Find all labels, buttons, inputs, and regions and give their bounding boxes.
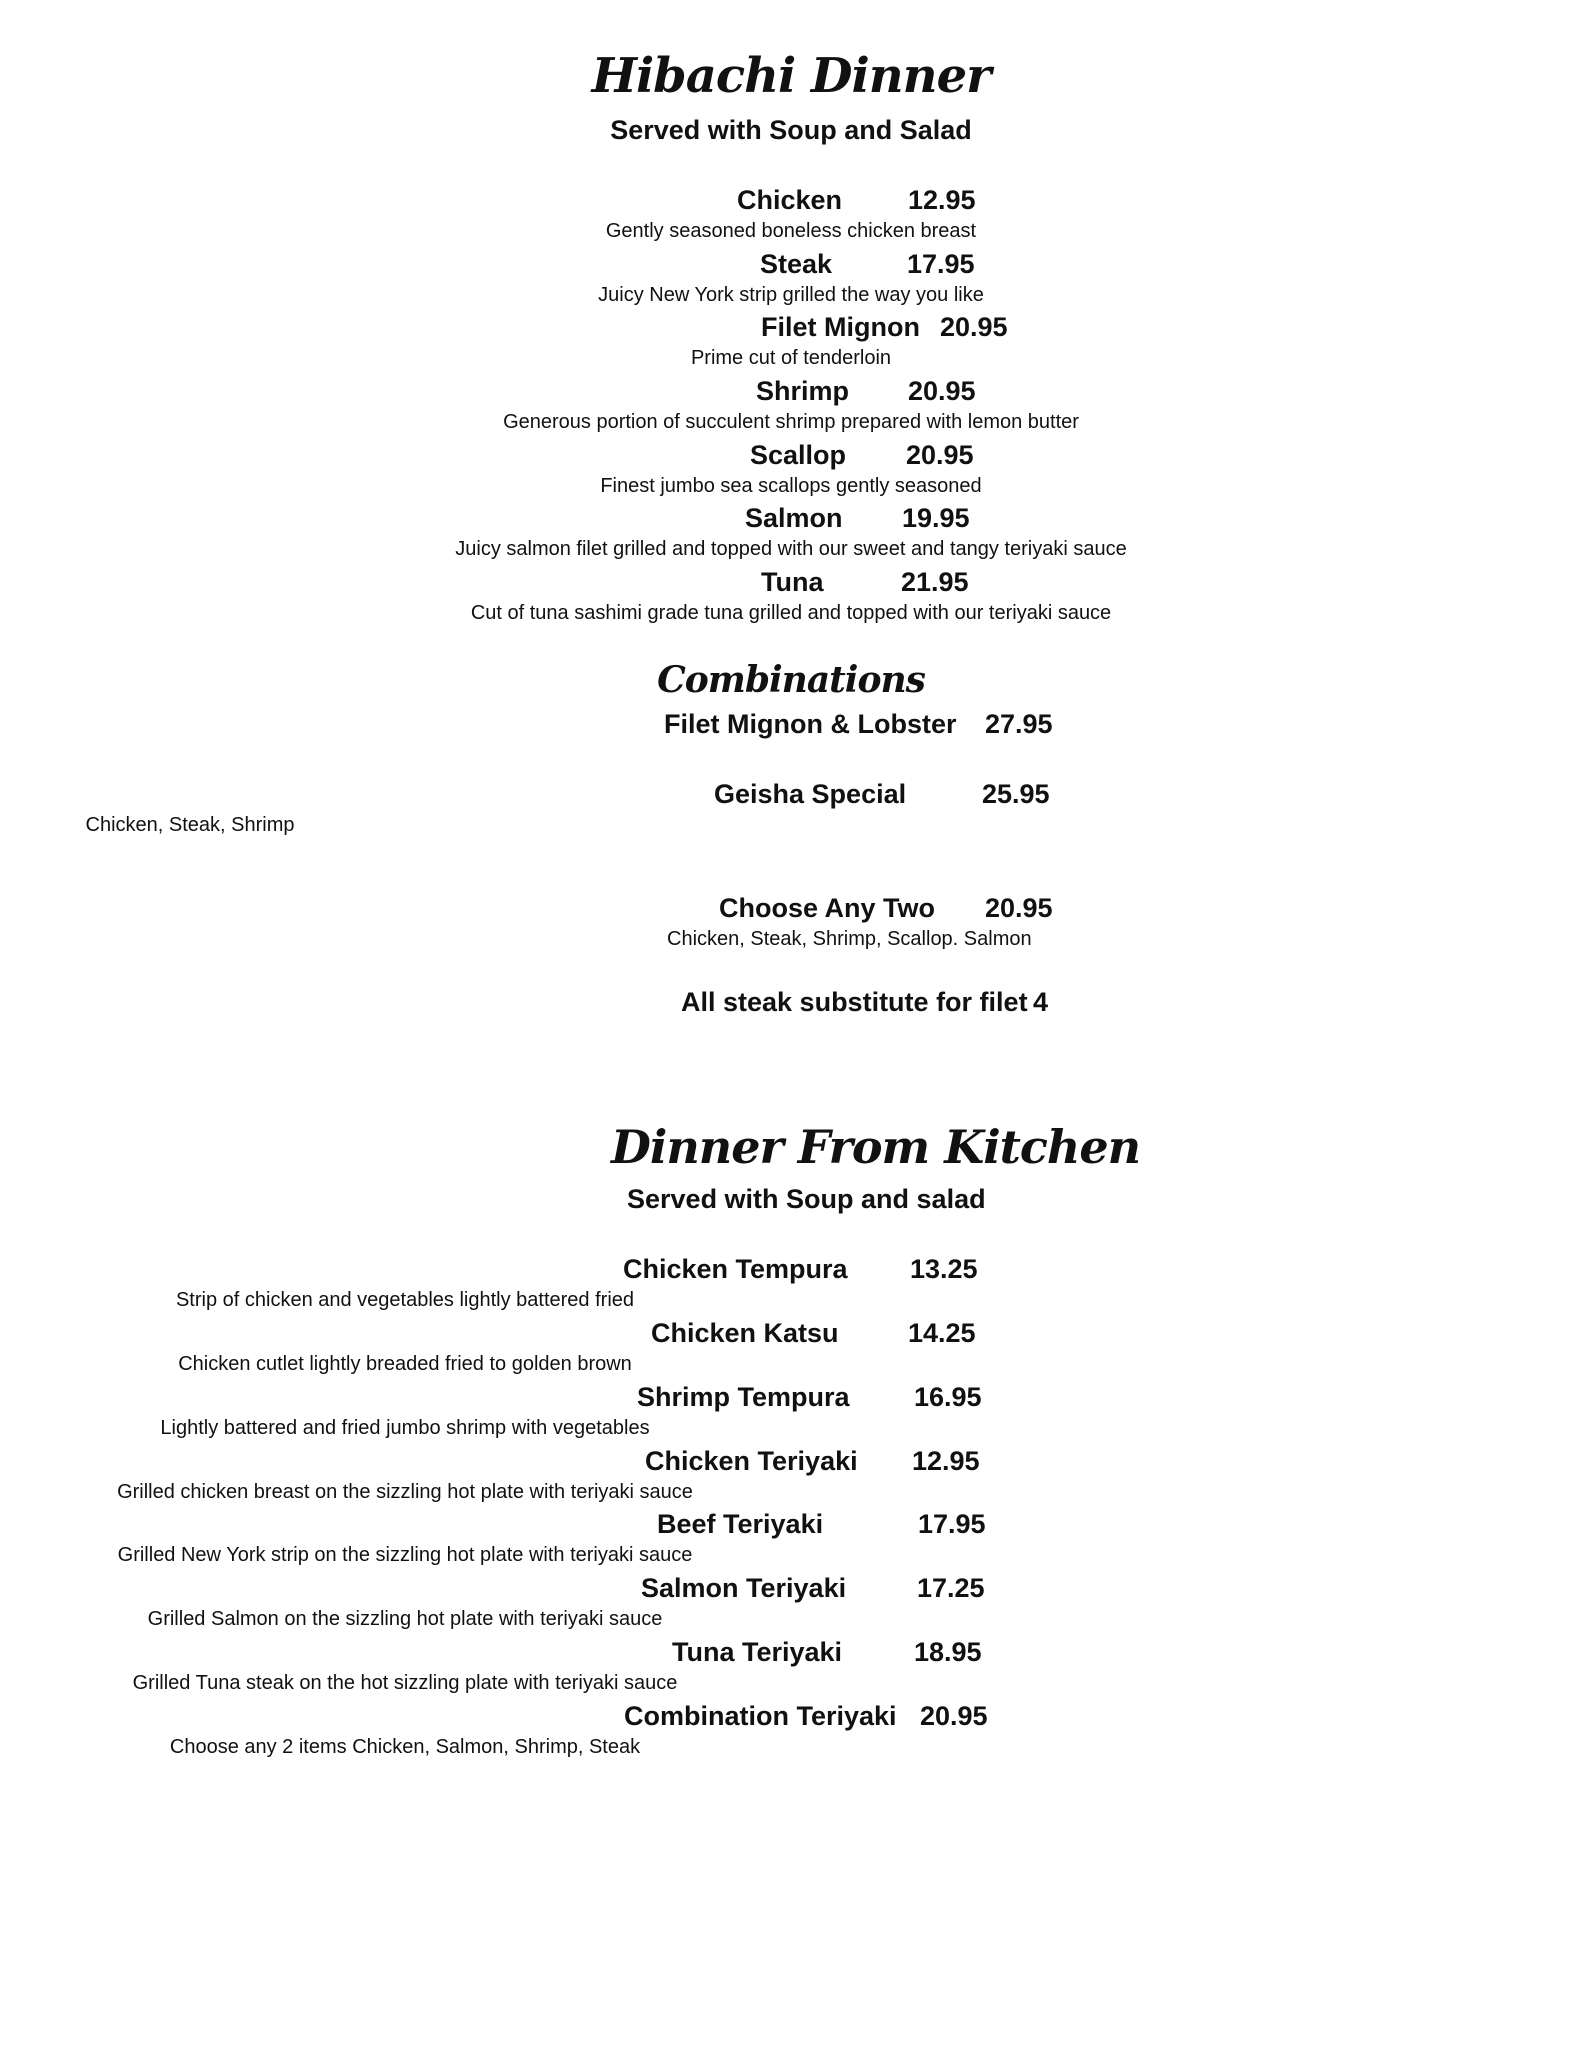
hibachi-title: Hibachi Dinner <box>591 48 991 104</box>
item-price: 20.95 <box>940 312 1008 342</box>
item-price: 18.95 <box>914 1637 982 1667</box>
item-price: 20.95 <box>906 440 974 470</box>
item-name: Shrimp <box>756 376 850 406</box>
item-description: Gently seasoned boneless chicken breast <box>605 220 977 242</box>
item-price: 20.95 <box>908 376 976 406</box>
item-price: 13.25 <box>910 1254 978 1284</box>
menu-item <box>0 709 1582 739</box>
item-price: 25.95 <box>982 779 1050 809</box>
item-description: Choose any 2 items Chicken, Salmon, Shrimp, Steak <box>169 1736 641 1758</box>
item-name: Filet Mignon & Lobster <box>664 709 957 739</box>
item-name: Salmon <box>745 503 843 533</box>
item-description: Strip of chicken and vegetables lightly battered fried <box>175 1289 635 1311</box>
item-description: Generous portion of succulent shrimp prepared with lemon butter <box>503 411 1079 433</box>
item-price: 17.95 <box>918 1509 986 1539</box>
item-description: Juicy salmon filet grilled and topped with our sweet and tangy teriyaki sauce <box>455 538 1127 560</box>
menu-item <box>0 1318 1582 1348</box>
item-price: 14.25 <box>908 1318 976 1348</box>
menu-item <box>0 987 1582 1017</box>
item-price: 17.25 <box>917 1573 985 1603</box>
menu-item <box>0 779 1582 809</box>
menu-item <box>0 185 1582 215</box>
item-description: Lightly battered and fried jumbo shrimp with vegetables <box>160 1417 650 1439</box>
item-price: 21.95 <box>901 567 969 597</box>
item-name: Steak <box>760 249 833 279</box>
menu-item <box>0 1446 1582 1476</box>
menu-item <box>0 249 1582 279</box>
menu-item <box>0 1254 1582 1284</box>
item-name: Shrimp Tempura <box>637 1382 850 1412</box>
item-price: 20.95 <box>920 1701 988 1731</box>
menu-item <box>0 1382 1582 1412</box>
item-name: Filet Mignon <box>761 312 920 342</box>
item-price: 12.95 <box>912 1446 980 1476</box>
menu-item <box>0 376 1582 406</box>
item-name: Salmon Teriyaki <box>641 1573 847 1603</box>
item-name: Beef Teriyaki <box>657 1509 824 1539</box>
item-name: All steak substitute for filet <box>681 987 1028 1017</box>
item-description: Grilled chicken breast on the sizzling hot plate with teriyaki sauce <box>117 1481 693 1503</box>
item-name: Chicken Teriyaki <box>645 1446 858 1476</box>
item-price: 16.95 <box>914 1382 982 1412</box>
item-price: 27.95 <box>985 709 1053 739</box>
item-description: Grilled Tuna steak on the hot sizzling plate with teriyaki sauce <box>132 1672 678 1694</box>
item-description: Prime cut of tenderloin <box>690 347 892 369</box>
item-name: Tuna Teriyaki <box>672 1637 843 1667</box>
item-description: Juicy New York strip grilled the way you like <box>598 284 984 306</box>
item-name: Combination Teriyaki <box>624 1701 897 1731</box>
combinations-title: Combinations <box>657 659 925 701</box>
item-description: Finest jumbo sea scallops gently seasoned <box>600 475 982 497</box>
hibachi-subtitle: Served with Soup and Salad <box>610 115 972 145</box>
item-description: Chicken, Steak, Shrimp <box>85 814 295 836</box>
hibachi-section-header <box>0 48 1582 104</box>
item-name: Tuna <box>761 567 824 597</box>
menu-item <box>0 440 1582 470</box>
item-price: 12.95 <box>908 185 976 215</box>
item-name: Scallop <box>750 440 847 470</box>
menu-item <box>0 312 1582 342</box>
item-name: Chicken Katsu <box>651 1318 839 1348</box>
item-price: 4 <box>1033 987 1049 1017</box>
menu-item <box>0 503 1582 533</box>
item-description: Chicken cutlet lightly breaded fried to golden brown <box>178 1353 632 1375</box>
menu-item <box>0 893 1582 923</box>
menu-item <box>0 567 1582 597</box>
kitchen-title: Dinner From Kitchen <box>611 1120 1141 1174</box>
item-name: Chicken <box>737 185 843 215</box>
item-price: 19.95 <box>902 503 970 533</box>
menu-item <box>0 1509 1582 1539</box>
menu-item <box>0 1701 1582 1731</box>
item-description: Grilled Salmon on the sizzling hot plate with teriyaki sauce <box>147 1608 663 1630</box>
item-name: Chicken Tempura <box>623 1254 848 1284</box>
item-description: Cut of tuna sashimi grade tuna grilled and topped with our teriyaki sauce <box>470 602 1112 624</box>
item-description-text: Chicken, Steak, Shrimp, Scallop. Salmon <box>667 928 1032 950</box>
item-description: Grilled New York strip on the sizzling hot plate with teriyaki sauce <box>117 1544 693 1566</box>
item-name: Geisha Special <box>714 779 907 809</box>
item-price: 17.95 <box>907 249 975 279</box>
menu-item <box>0 1573 1582 1603</box>
combinations-section-header <box>0 659 1582 701</box>
item-name: Choose Any Two <box>719 893 935 923</box>
item-price: 20.95 <box>985 893 1053 923</box>
kitchen-subtitle: Served with Soup and salad <box>627 1184 986 1214</box>
menu-item <box>0 1637 1582 1667</box>
